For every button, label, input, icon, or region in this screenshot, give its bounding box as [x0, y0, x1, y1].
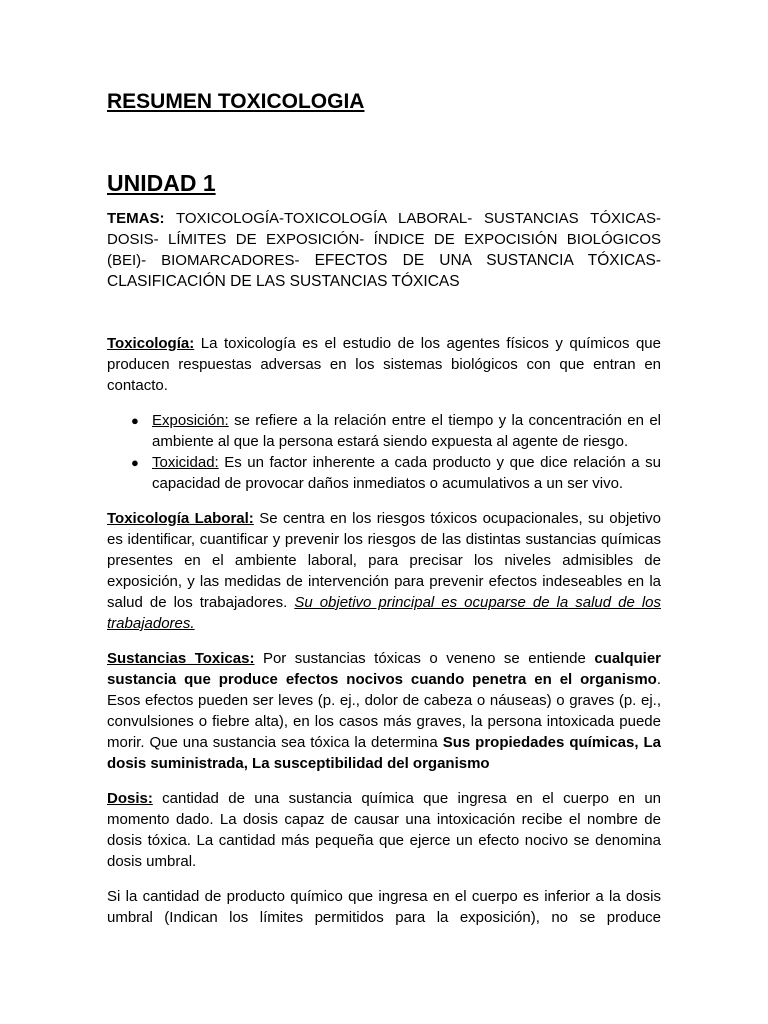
laboral-emphasis: Su objetivo principal es ocuparse de la salud de los trabajadores. [107, 594, 661, 632]
unit-heading: UNIDAD 1 [107, 170, 216, 196]
temas-text-a: TOXICOLOGÍA-TOXICOLOGÍA LABORAL- SUSTANCIAS TÓXICAS-DOSIS- LÍMITES DE EXPOSICIÓN- ÍNDICE DE EXPOCISIÓN BIOLÓGICOS (BEI)- BIOMARCADORES- [107, 210, 661, 269]
dosis-text: cantidad de una sustancia química que ingresa en el cuerpo en un momento dado. La dosis capaz de causar una intoxicación recibe el nombre de dosis tóxica. La cantidad más pequeña que ejerce un efecto nocivo se denomina dosis umbral. [107, 790, 661, 870]
sustancias-paragraph [107, 648, 661, 774]
document-title: RESUMEN TOXICOLOGIA [107, 90, 365, 113]
bullet-term: Toxicidad: [152, 454, 219, 471]
sustancias-bold-b: Sus propiedades químicas, La dosis suministrada, La susceptibilidad del organismo [107, 734, 661, 772]
toxicologia-text: La toxicología es el estudio de los agentes físicos y químicos que producen respuestas adversas en los sistemas biológicos con que entran en contacto. [107, 335, 661, 394]
sustancias-term: Sustancias Toxicas: [107, 650, 255, 667]
bullet-text: Es un factor inherente a cada producto y que dice relación a su capacidad de provocar daños inmediatos o acumulativos a un ser vivo. [152, 454, 661, 492]
temas-paragraph [107, 208, 661, 292]
bullet-icon: ● [131, 455, 139, 470]
document-body [107, 208, 661, 928]
list-item [131, 452, 661, 494]
laboral-paragraph [107, 508, 661, 634]
dosis-paragraph [107, 788, 661, 872]
dosis-term: Dosis: [107, 790, 153, 807]
definition-list [107, 410, 661, 494]
temas-text-b: EFECTOS DE UNA SUSTANCIA TÓXICAS- CLASIFICACIÓN DE LAS SUSTANCIAS TÓXICAS [107, 252, 661, 290]
laboral-term: Toxicología Laboral: [107, 510, 254, 527]
bullet-term: Exposición: [152, 412, 229, 429]
toxicologia-term: Toxicología: [107, 335, 195, 352]
bullet-text: se refiere a la relación entre el tiempo y la concentración en el ambiente al que la persona estará siendo expuesta al agente de riesgo. [152, 412, 661, 450]
temas-label: TEMAS: [107, 210, 165, 227]
bullet-icon: ● [131, 413, 139, 428]
list-item [131, 410, 661, 452]
laboral-text: Se centra en los riesgos tóxicos ocupacionales, su objetivo es identificar, cuantificar y prevenir los riesgos de las distintas sustancias químicas presentes en el ambiente laboral, para precisar los niveles admisibles de exposición, y las medidas de intervención para prevenir efectos indeseables en la salud de los trabajadores. [107, 510, 661, 611]
final-paragraph: Si la cantidad de producto químico que ingresa en el cuerpo es inferior a la dosis umbral (Indican los límites permitidos para la exposición), no se produce [107, 888, 661, 926]
sustancias-bold-a: cualquier sustancia que produce efectos nocivos cuando penetra en el organismo [107, 650, 661, 688]
sustancias-text-a: Por sustancias tóxicas o veneno se entiende [254, 650, 595, 667]
sustancias-text-b: . Esos efectos pueden ser leves (p. ej., dolor de cabeza o náuseas) o graves (p. ej., convulsiones o fiebre alta), en los casos más graves, la persona intoxicada puede morir. Que una sustancia sea tóxica la determina [107, 671, 661, 751]
toxicologia-paragraph [107, 333, 661, 396]
